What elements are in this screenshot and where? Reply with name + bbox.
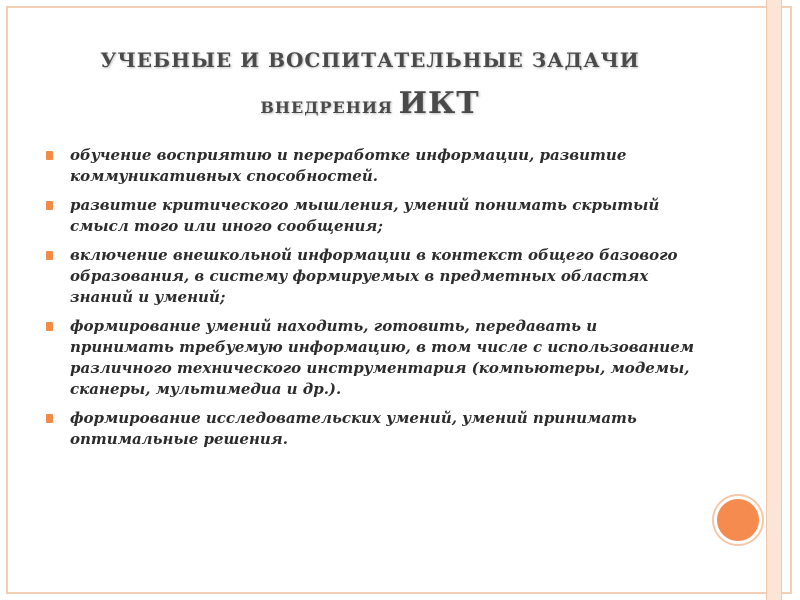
title-line-2-big: ИКТ xyxy=(398,86,480,121)
square-bullet-icon xyxy=(46,414,53,423)
square-bullet-icon xyxy=(46,251,53,260)
list-item xyxy=(44,316,704,400)
list-item xyxy=(44,245,704,308)
list-item xyxy=(44,408,704,450)
square-bullet-icon xyxy=(46,322,53,331)
list-item-text: включение внешкольной информации в контекст общего базового образования, в систему формируемых в предметных областях знаний и умений; xyxy=(70,246,678,306)
bullet-list xyxy=(44,145,704,458)
slide-title xyxy=(60,40,680,130)
title-line-2-small: ВНЕДРЕНИЯ xyxy=(260,98,394,117)
list-item-text: обучение восприятию и переработке информации, развитие коммуникативных способностей. xyxy=(70,146,627,185)
decorative-side-bar xyxy=(766,0,782,600)
title-line-1: УЧЕБНЫЕ И ВОСПИТАТЕЛЬНЫЕ ЗАДАЧИ xyxy=(100,48,640,72)
title-line-2 xyxy=(60,82,680,130)
list-item-text: формирование исследовательских умений, умений принимать оптимальные решения. xyxy=(70,409,637,448)
list-item-text: развитие критического мышления, умений понимать скрытый смысл того или иного сообщения; xyxy=(70,196,660,235)
list-item xyxy=(44,195,704,237)
list-item-text: формирование умений находить, готовить, передавать и принимать требуемую информацию, в том числе с использованием различного технического инструментария (компьютеры, модемы, сканеры, мультимедиа и др.). xyxy=(70,317,695,398)
list-item xyxy=(44,145,704,187)
decorative-circle-icon xyxy=(714,496,762,544)
square-bullet-icon xyxy=(46,151,53,160)
square-bullet-icon xyxy=(46,201,53,210)
